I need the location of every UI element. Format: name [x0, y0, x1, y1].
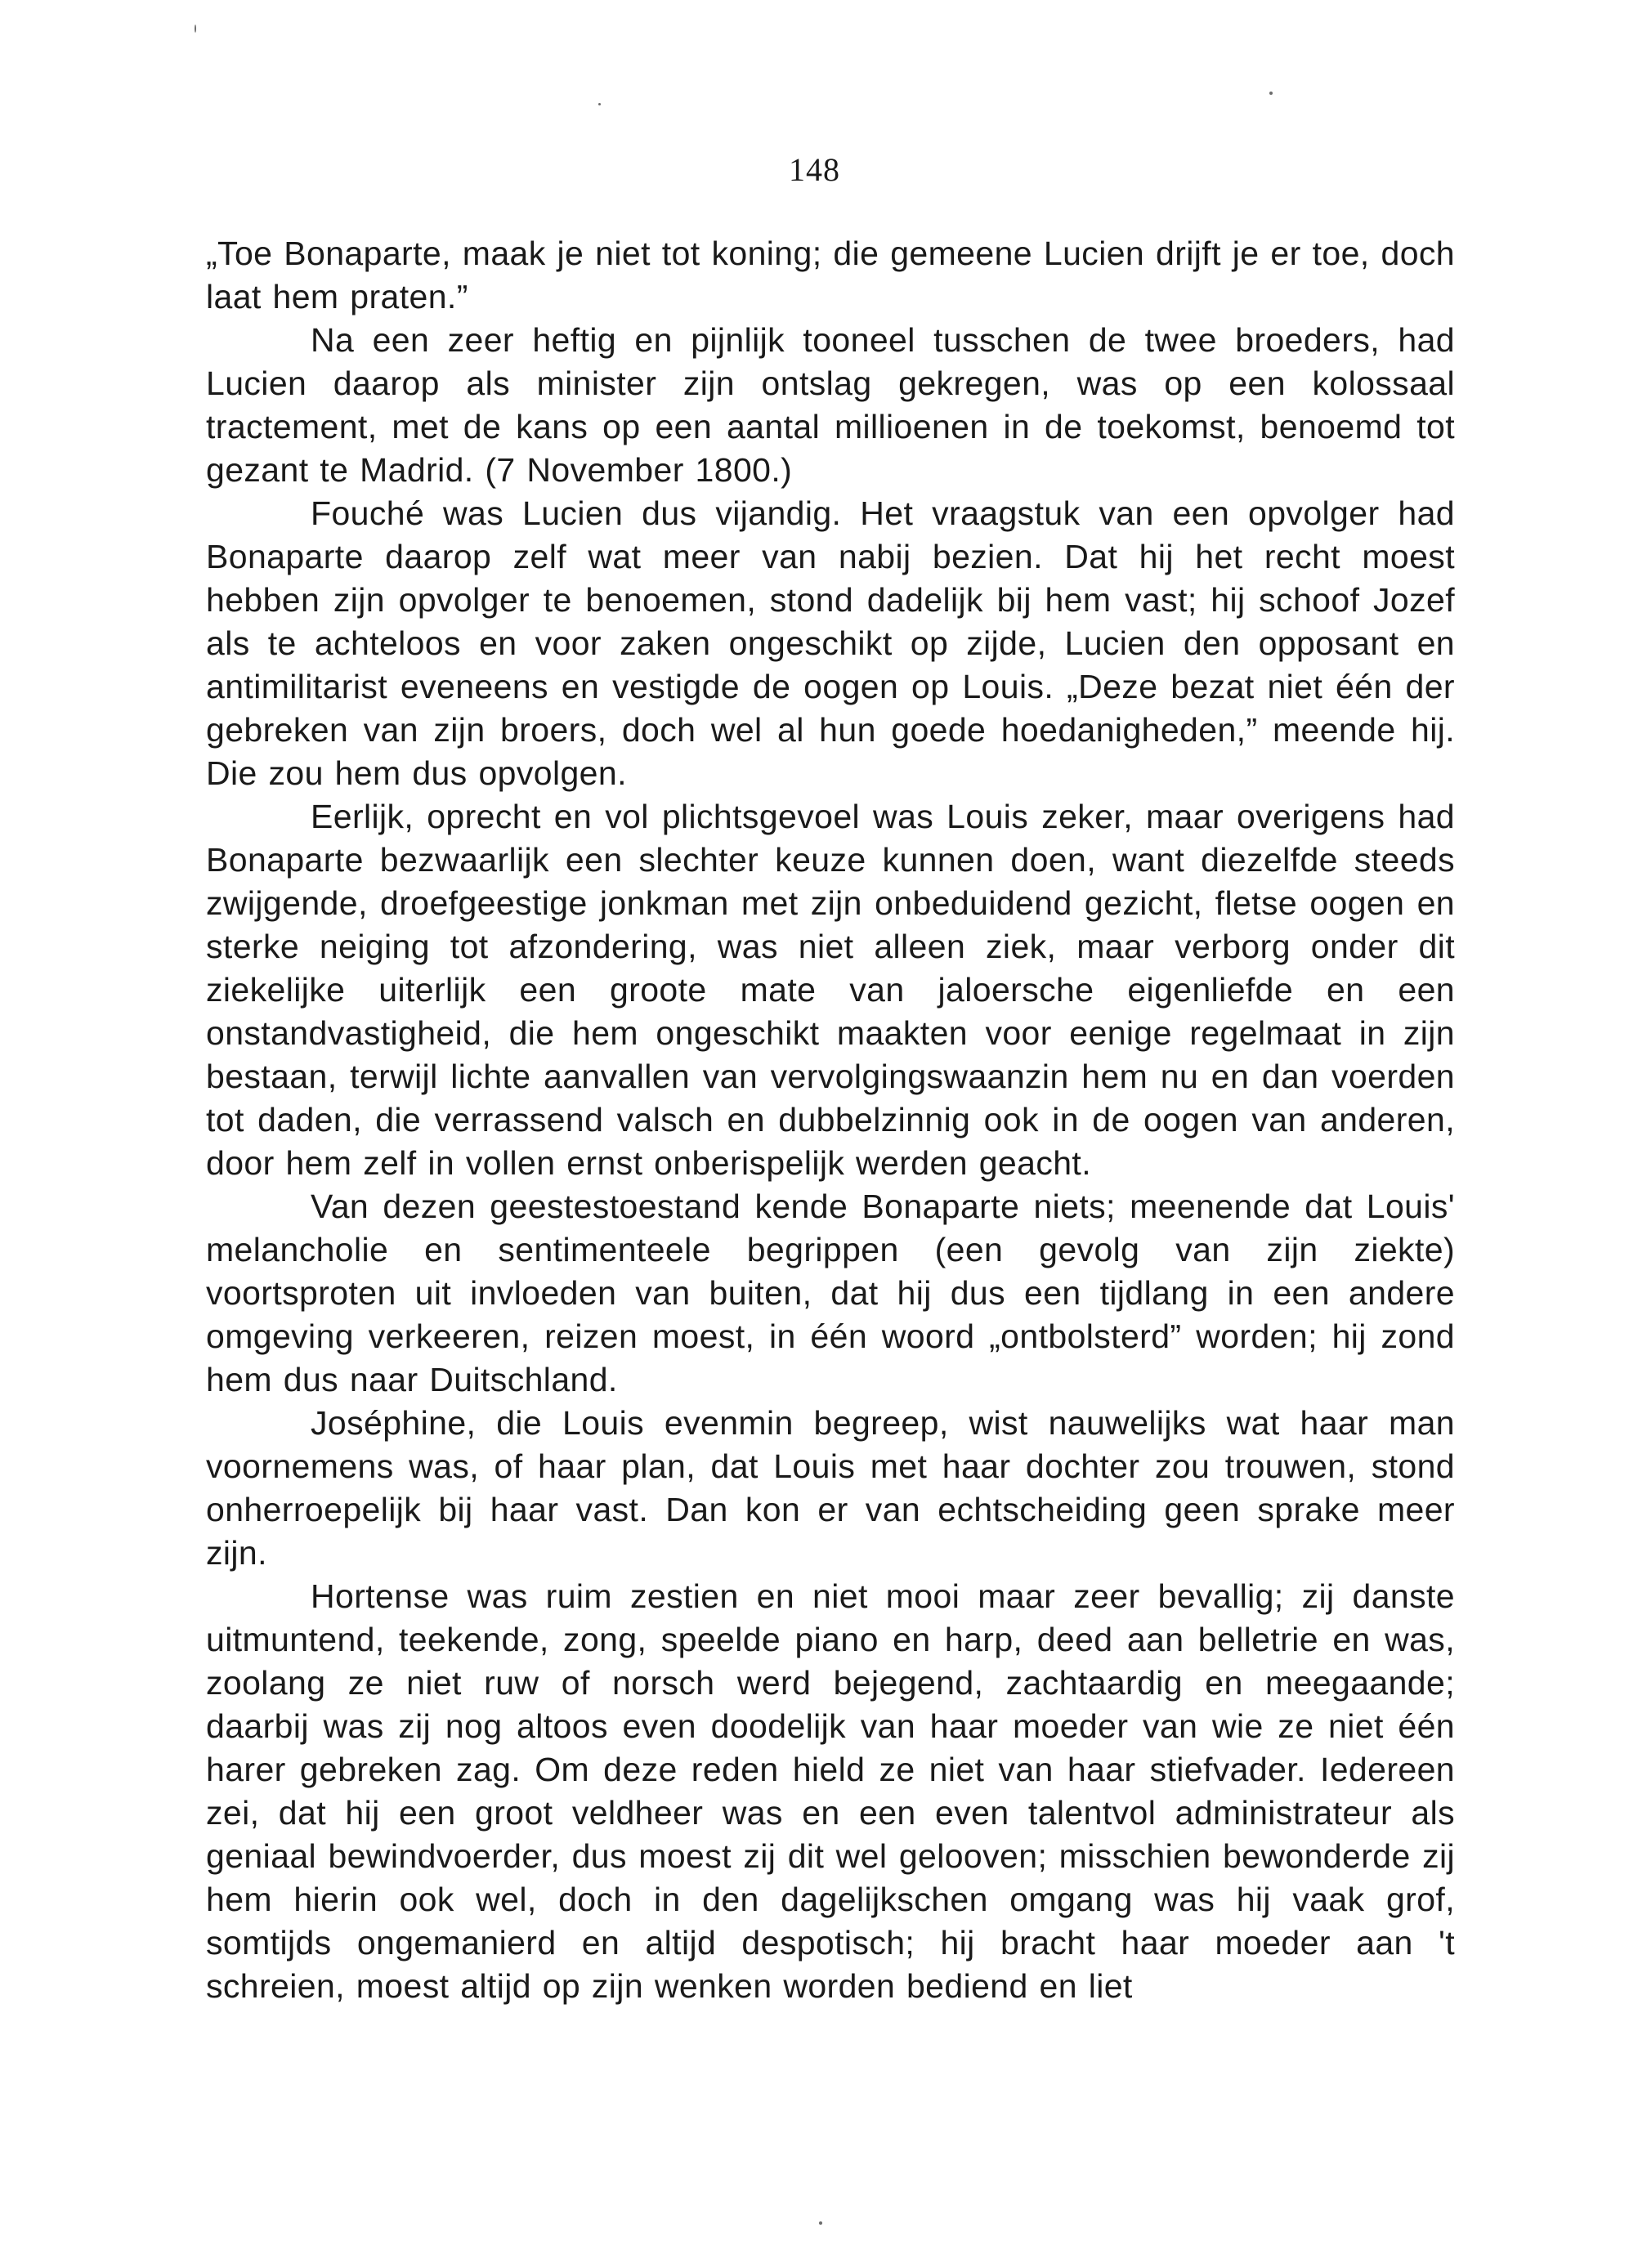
page-number: 148 — [789, 151, 840, 188]
paragraph: Hortense was ruim zestien en niet mooi maar zeer bevallig; zij danste uitmuntend, teekende, zong, speelde piano en harp, deed aan belletrie en was, zoolang ze niet ruw of norsch werd bejegend, zachtaardig en meegaande; daarbij was zij nog altoos even doodelijk van haar moeder van wie ze niet één harer gebreken zag. Om deze reden hield ze niet van haar stiefvader. Iedereen zei, dat hij een groot veldheer was en een even talentvol administrateur als geniaal bewindvoerder, dus moest zij dit wel gelooven; misschien bewonderde zij hem hierin ook wel, doch in den dagelijkschen omgang was hij vaak grof, somtijds ongemanierd en altijd despotisch; hij bracht haar moeder aan 't schreien, moest altijd op zijn wenken worden bediend en liet — [206, 1577, 1455, 2005]
paragraph: Na een zeer heftig en pijnlijk tooneel tusschen de twee broeders, had Lucien daarop als minister zijn ontslag gekregen, was op een kolossaal tractement, met de kans op een aantal millioenen in de toekomst, benoemd tot gezant te Madrid. (7 November 1800.) — [206, 321, 1455, 489]
print-speck-top-right — [1269, 92, 1273, 95]
body-text — [206, 232, 1455, 2008]
paragraph: „Toe Bonaparte, maak je niet tot koning; die gemeene Lucien drijft je er toe, doch laat hem praten.” — [206, 235, 1455, 315]
print-speck-bottom — [819, 2221, 822, 2225]
paragraph: Van dezen geestestoestand kende Bonaparte niets; meenende dat Louis' melancholie en sentimenteele begrippen (een gevolg van zijn ziekte) voortsproten uit invloeden van buiten, dat hij dus een tijdlang in een andere omgeving verkeeren, reizen moest, in één woord „ontbolsterd” worden; hij zond hem dus naar Duitschland. — [206, 1188, 1455, 1398]
print-speck-top-left — [195, 25, 196, 33]
paragraph: Eerlijk, oprecht en vol plichtsgevoel was Louis zeker, maar overigens had Bonaparte bezwaarlijk een slechter keuze kunnen doen, want diezelfde steeds zwijgende, droefgeestige jonkman met zijn onbeduidend gezicht, fletse oogen en sterke neiging tot afzondering, was niet alleen ziek, maar verborg onder dit ziekelijke uiterlijk een groote mate van jaloersche eigenliefde en een onstandvastigheid, die hem ongeschikt maakten voor eenige regelmaat in zijn bestaan, terwijl lichte aanvallen van vervolgingswaanzin hem nu en dan voerden tot daden, die verrassend valsch en dubbelzinnig ook in de oogen van anderen, door hem zelf in vollen ernst onberispelijk werden geacht. — [206, 798, 1455, 1182]
paragraph: Joséphine, die Louis evenmin begreep, wist nauwelijks wat haar man voornemens was, of haar plan, dat Louis met haar dochter zou trouwen, stond onherroepelijk bij haar vast. Dan kon er van echtscheiding geen sprake meer zijn. — [206, 1404, 1455, 1572]
paragraph: Fouché was Lucien dus vijandig. Het vraagstuk van een opvolger had Bonaparte daarop zelf wat meer van nabij bezien. Dat hij het recht moest hebben zijn opvolger te benoemen, stond dadelijk bij hem vast; hij schoof Jozef als te achteloos en voor zaken ongeschikt op zijde, Lucien den opposant en antimilitarist eveneens en vestigde de oogen op Louis. „Deze bezat niet één der gebreken van zijn broers, doch wel al hun goede hoedanigheden,” meende hij. Die zou hem dus opvolgen. — [206, 494, 1455, 792]
print-speck-top-center — [598, 103, 601, 105]
